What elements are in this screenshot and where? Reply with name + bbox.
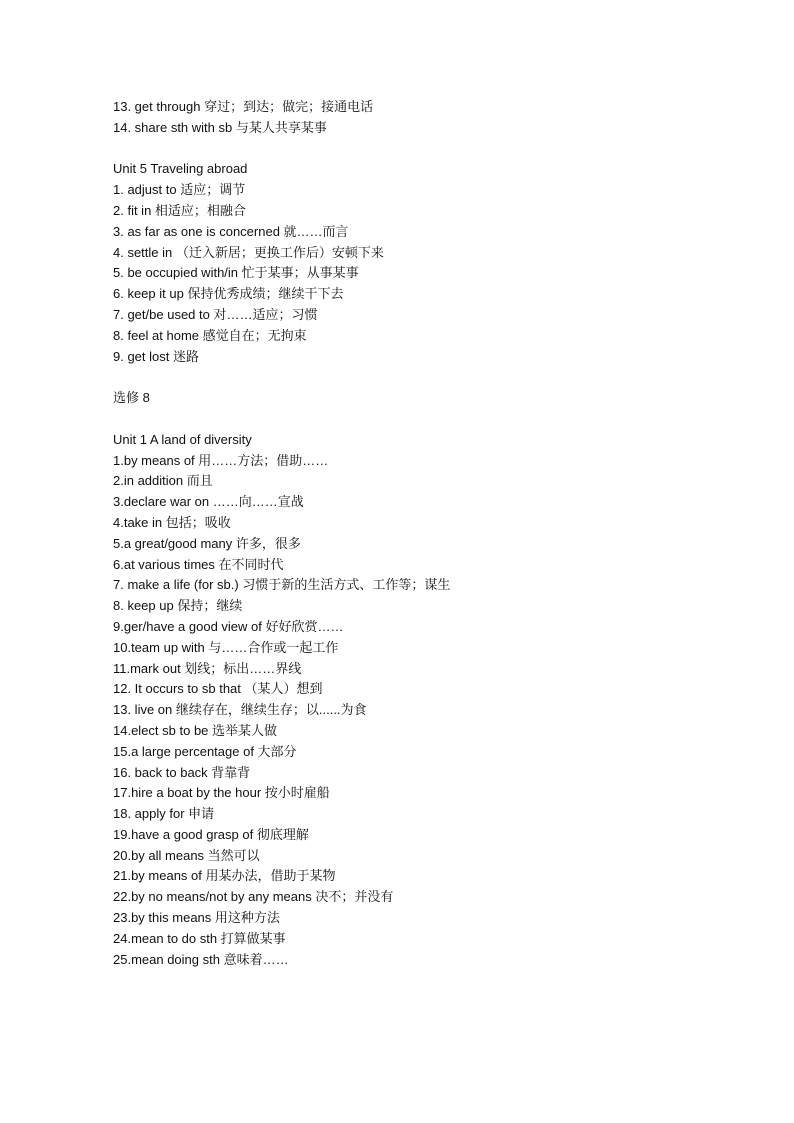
phrase-item: 1.by means of 用……方法；借助…… xyxy=(113,452,329,468)
phrase-item: 7. make a life (for sb.) 习惯于新的生活方式、工作等；谋生 xyxy=(113,577,451,593)
phrase-item: 1. adjust to 适应；调节 xyxy=(113,182,246,198)
phrase-item: 17.hire a boat by the hour 按小时雇船 xyxy=(113,785,330,801)
elective-heading: 选修 8 xyxy=(113,390,150,406)
phrase-item: 23.by this means 用这种方法 xyxy=(113,910,280,926)
phrase-item: 25.mean doing sth 意味着…… xyxy=(113,951,289,967)
phrase-item: 14. share sth with sb 与某人共享某事 xyxy=(113,119,327,135)
phrase-item: 19.have a good grasp of 彻底理解 xyxy=(113,826,309,842)
phrase-item: 2.in addition 而且 xyxy=(113,473,213,489)
unit1-heading: Unit 1 A land of diversity xyxy=(113,431,252,447)
phrase-item: 22.by no means/not by any means 决不；并没有 xyxy=(113,889,394,905)
phrase-item: 9. get lost 迷路 xyxy=(113,348,199,364)
phrase-item: 8. feel at home 感觉自在；无拘束 xyxy=(113,327,307,343)
phrase-item: 9.ger/have a good view of 好好欣赏…… xyxy=(113,618,344,634)
phrase-item: 3. as far as one is concerned 就……而言 xyxy=(113,223,349,239)
phrase-item: 21.by means of 用某办法，借助于某物 xyxy=(113,868,336,884)
phrase-item: 15.a large percentage of 大部分 xyxy=(113,743,297,759)
phrase-item: 24.mean to do sth 打算做某事 xyxy=(113,930,286,946)
blank-line xyxy=(113,139,713,160)
phrase-item: 11.mark out 划线；标出……界线 xyxy=(113,660,302,676)
blank-line xyxy=(113,409,713,430)
phrase-item: 7. get/be used to 对……适应；习惯 xyxy=(113,306,318,322)
phrase-item: 2. fit in 相适应；相融合 xyxy=(113,202,246,218)
phrase-item: 8. keep up 保持；继续 xyxy=(113,598,243,614)
document-page xyxy=(113,97,713,970)
unit5-section xyxy=(113,159,713,367)
phrase-item: 13. live on 继续存在，继续生存；以......为食 xyxy=(113,702,367,718)
phrase-item: 20.by all means 当然可以 xyxy=(113,847,260,863)
phrase-item: 16. back to back 背靠背 xyxy=(113,764,251,780)
phrase-item: 14.elect sb to be 选举某人做 xyxy=(113,722,278,738)
phrase-item: 10.team up with 与……合作或一起工作 xyxy=(113,639,339,655)
phrase-item: 13. get through 穿过；到达；做完；接通电话 xyxy=(113,99,374,114)
phrase-item: 5.a great/good many 许多，很多 xyxy=(113,535,301,551)
phrase-item: 6. keep it up 保持优秀成绩；继续干下去 xyxy=(113,286,344,302)
phrase-item: 4.take in 包括；吸收 xyxy=(113,514,231,530)
unit1-section xyxy=(113,430,713,971)
phrase-item: 5. be occupied with/in 忙于某事；从事某事 xyxy=(113,265,359,281)
unit5-heading: Unit 5 Traveling abroad xyxy=(113,161,248,177)
phrase-item: 12. It occurs to sb that （某人）想到 xyxy=(113,681,323,697)
phrase-item: 4. settle in （迁入新居；更换工作后）安顿下来 xyxy=(113,244,384,260)
phrase-item: 18. apply for 申请 xyxy=(113,806,215,822)
phrase-item: 6.at various times 在不同时代 xyxy=(113,556,284,572)
phrase-list-continued xyxy=(113,97,713,139)
phrase-item: 3.declare war on ……向……宣战 xyxy=(113,494,304,510)
blank-line xyxy=(113,367,713,388)
